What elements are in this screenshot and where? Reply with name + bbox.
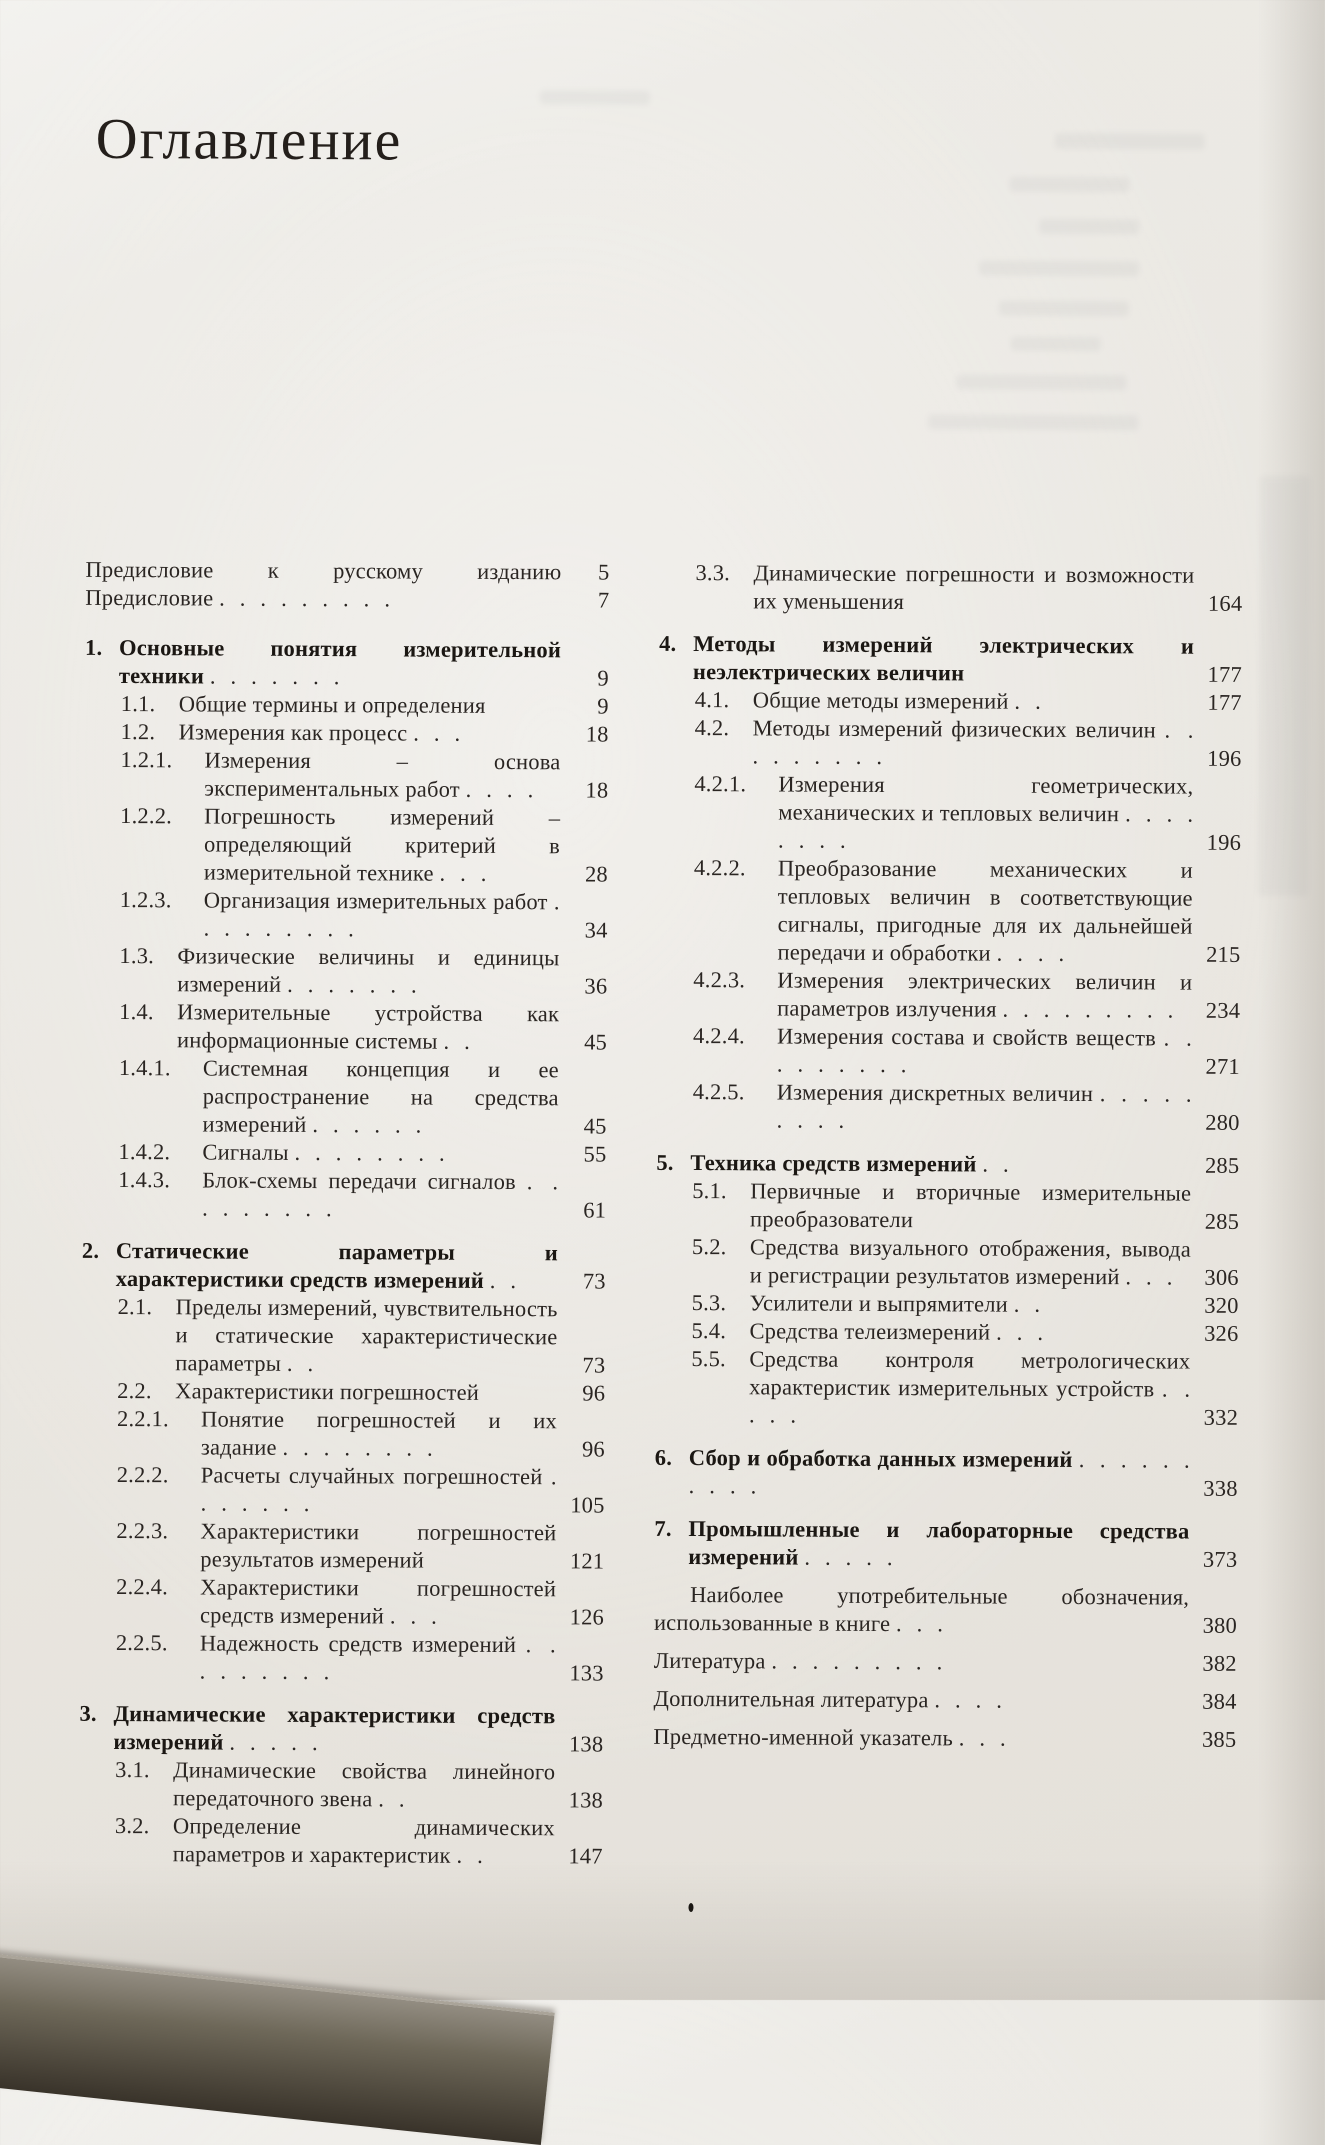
entry-title bbox=[201, 1461, 557, 1519]
dot-leader: . . . bbox=[958, 1725, 1006, 1751]
entry-title bbox=[204, 886, 560, 944]
dot-leader: . . . . . . . bbox=[200, 1464, 557, 1517]
entry-title bbox=[201, 1405, 557, 1463]
entry-title bbox=[653, 1723, 1188, 1754]
entry-number: 1.2. bbox=[120, 719, 156, 745]
entry-number: 3. bbox=[79, 1700, 97, 1726]
entry-title-text: Расчеты случайных погрешностей bbox=[200, 1462, 543, 1490]
entry-title-text: Системная концепция и ее распространение на средства измерений bbox=[202, 1055, 559, 1137]
toc-entry bbox=[691, 1317, 1238, 1348]
dot-leader: . . bbox=[1014, 688, 1042, 714]
entry-title bbox=[204, 802, 560, 888]
toc-entry bbox=[691, 1345, 1238, 1432]
entry-title-text: Предметно-именной указатель bbox=[653, 1723, 954, 1751]
entry-page-number: 96 bbox=[581, 1436, 605, 1462]
entry-title-text: Средства визуального отображения, вывода и регистрации результатов измерений bbox=[749, 1234, 1192, 1290]
dot-leader: . . . . . bbox=[229, 1729, 318, 1756]
bleed-through-line bbox=[1009, 177, 1129, 193]
entry-title-text: Измерительные устройства как информационные системы bbox=[176, 999, 560, 1054]
toc-column-left bbox=[79, 556, 610, 1871]
entry-title bbox=[777, 854, 1193, 968]
entry-title bbox=[173, 1812, 555, 1870]
entry-title-text: Средства контроля метрологических характеристик измерительных устройств bbox=[749, 1346, 1191, 1402]
entry-page-number: 133 bbox=[569, 1660, 604, 1686]
entry-number: 5. bbox=[656, 1149, 674, 1175]
entry-number: 1.4.3. bbox=[118, 1167, 171, 1193]
entry-page-number: 326 bbox=[1204, 1320, 1239, 1346]
toc-chapter-entry bbox=[654, 1515, 1237, 1574]
bleed-through-line bbox=[1039, 219, 1139, 235]
entry-number: 5.1. bbox=[692, 1178, 727, 1204]
entry-title-text: Техника средств измерений bbox=[690, 1150, 977, 1177]
entry-number: 4. bbox=[659, 630, 677, 656]
bleed-through-column bbox=[1258, 476, 1310, 896]
bleed-through-line bbox=[1011, 337, 1101, 351]
entry-title-text: Измерения дискретных величин bbox=[776, 1079, 1094, 1107]
entry-page-number: 138 bbox=[568, 1731, 604, 1757]
entry-title-text: Преобразование механических и тепловых величин в соответствующие сигналы, пригодные для их дальнейшей передачи и обработки bbox=[777, 855, 1193, 966]
entry-title bbox=[654, 1685, 1189, 1716]
toc-entry bbox=[695, 559, 1242, 618]
dot-leader: . . . . bbox=[996, 940, 1065, 966]
entry-title bbox=[749, 1345, 1190, 1431]
toc-column-right bbox=[653, 559, 1242, 1754]
entry-page-number: 196 bbox=[1207, 745, 1242, 771]
entry-page-number: 164 bbox=[1207, 590, 1243, 616]
dot-leader: . . . . . . bbox=[312, 1112, 422, 1138]
dot-leader: . . . . . bbox=[749, 1376, 1191, 1428]
entry-title-text: Статические параметры и характеристики средств измерений bbox=[115, 1237, 558, 1293]
entry-title bbox=[85, 584, 561, 614]
toc-entry bbox=[694, 714, 1241, 773]
toc-entry bbox=[116, 1573, 604, 1632]
entry-number: 4.2.1. bbox=[694, 771, 747, 797]
dot-leader: . . bbox=[286, 1350, 314, 1377]
dot-leader: . . . . . . . . . bbox=[771, 1648, 943, 1675]
entry-page-number: 9 bbox=[597, 693, 609, 719]
entry-page-number: 384 bbox=[1202, 1688, 1237, 1714]
toc-entry bbox=[115, 1756, 603, 1815]
entry-number: 1.2.2. bbox=[120, 803, 173, 829]
entry-page-number: 280 bbox=[1205, 1109, 1240, 1135]
toc-entry bbox=[695, 686, 1242, 717]
entry-title-text: Блок-схемы передачи сигналов bbox=[202, 1167, 516, 1195]
toc-entry bbox=[693, 1078, 1240, 1137]
entry-page-number: 147 bbox=[568, 1843, 603, 1869]
entry-number: 3.3. bbox=[695, 560, 731, 586]
entry-title bbox=[202, 1166, 558, 1224]
entry-title bbox=[778, 770, 1193, 856]
entry-number: 1. bbox=[85, 634, 103, 660]
entry-title-text: Методы измерений физических величин bbox=[752, 715, 1157, 743]
entry-title-text: Динамические погрешности и возможности их уменьшения bbox=[753, 560, 1195, 615]
entry-title bbox=[749, 1317, 1190, 1347]
dot-leader: . . . . bbox=[934, 1687, 1003, 1713]
entry-title bbox=[202, 1138, 558, 1168]
bleed-through-line bbox=[540, 90, 650, 105]
entry-title-text: Характеристики погрешностей результатов измерений bbox=[200, 1518, 557, 1573]
entry-page-number: 177 bbox=[1207, 661, 1243, 687]
dot-leader: . . . . . . . bbox=[209, 663, 340, 690]
entry-title bbox=[179, 690, 561, 720]
entry-title-text: Динамические характеристики средств измерений bbox=[113, 1700, 556, 1755]
toc-entry bbox=[693, 854, 1241, 969]
entry-title bbox=[750, 1289, 1191, 1319]
toc-entry bbox=[121, 718, 609, 749]
toc-entry bbox=[654, 1685, 1237, 1716]
entry-page-number: 73 bbox=[582, 1268, 606, 1294]
entry-page-number: 215 bbox=[1206, 941, 1241, 967]
entry-title bbox=[690, 1149, 1191, 1180]
entry-title-text: Дополнительная литература bbox=[653, 1685, 929, 1713]
entry-page-number: 126 bbox=[569, 1604, 605, 1630]
entry-number: 5.2. bbox=[691, 1234, 727, 1260]
toc-entry bbox=[117, 1405, 605, 1464]
entry-title bbox=[173, 1756, 555, 1814]
entry-title-text: Наиболее употребительные обозначения, использованные в книге bbox=[653, 1582, 1190, 1637]
dot-leader: . . . . . . . . . bbox=[202, 1169, 559, 1222]
dot-leader: . . . . . . . . . . bbox=[688, 1447, 1190, 1499]
entry-title-text: Промышленные и лабораторные средства измерений bbox=[688, 1515, 1190, 1570]
dot-leader: . . . . . bbox=[804, 1544, 893, 1571]
entry-title-text: Динамические свойства линейного передаточного звена bbox=[172, 1757, 556, 1812]
entry-number: 1.4. bbox=[119, 999, 154, 1025]
entry-title bbox=[688, 1515, 1189, 1574]
entry-page-number: 285 bbox=[1204, 1208, 1240, 1234]
footer-dot-mark bbox=[688, 1903, 693, 1912]
toc-entry bbox=[692, 1289, 1239, 1320]
entry-title-text: Измерения – основа экспериментальных работ bbox=[204, 747, 561, 802]
entry-title bbox=[175, 1293, 557, 1379]
entry-number: 4.2.5. bbox=[692, 1079, 745, 1105]
entry-title bbox=[753, 686, 1194, 716]
toc-entry bbox=[120, 746, 608, 805]
toc-entry bbox=[85, 556, 609, 587]
dot-leader: . . . . . . . . bbox=[778, 801, 1194, 853]
entry-page-number: 9 bbox=[597, 665, 609, 691]
entry-title bbox=[200, 1629, 556, 1687]
bleed-through-line bbox=[1055, 133, 1205, 150]
entry-number: 2.2.5. bbox=[115, 1629, 168, 1656]
entry-page-number: 105 bbox=[570, 1492, 605, 1518]
dot-leader: . . . . . . . . bbox=[294, 1139, 445, 1166]
entry-page-number: 285 bbox=[1204, 1152, 1240, 1178]
entry-title-text: Предисловие bbox=[85, 584, 214, 611]
entry-number: 4.2.3. bbox=[693, 967, 746, 993]
entry-title bbox=[204, 746, 560, 804]
entry-number: 3.1. bbox=[115, 1756, 150, 1783]
entry-title bbox=[777, 966, 1192, 1024]
entry-page-number: 96 bbox=[582, 1380, 606, 1406]
toc-entry bbox=[120, 802, 608, 889]
toc-entry bbox=[653, 1723, 1236, 1754]
toc-entry bbox=[693, 966, 1240, 1025]
entry-number: 2.2.1. bbox=[116, 1406, 169, 1432]
entry-page-number: 5 bbox=[597, 559, 610, 585]
dot-leader: . . . bbox=[1125, 1264, 1173, 1290]
toc-entry bbox=[117, 1293, 605, 1380]
entry-number: 4.2.4. bbox=[692, 1023, 745, 1049]
entry-title-text: Измерения электрических величин и параметров излучения bbox=[777, 967, 1193, 1022]
entry-title bbox=[777, 1022, 1192, 1080]
entry-number: 2.1. bbox=[117, 1294, 153, 1320]
entry-title-text: Характеристики погрешностей средств измерений bbox=[199, 1574, 557, 1629]
toc-chapter-entry bbox=[659, 630, 1242, 689]
entry-page-number: 73 bbox=[582, 1352, 606, 1378]
entry-title-text: Надежность средств измерений bbox=[199, 1630, 517, 1658]
entry-title bbox=[689, 1444, 1190, 1503]
dot-leader: . . bbox=[1013, 1291, 1041, 1317]
entry-page-number: 332 bbox=[1203, 1404, 1239, 1430]
entry-number: 4.1. bbox=[694, 687, 730, 713]
dot-leader: . . bbox=[982, 1151, 1009, 1177]
entry-title bbox=[113, 1700, 555, 1758]
toc-entry bbox=[692, 1177, 1239, 1236]
entry-title-text: Средства телеизмерений bbox=[749, 1318, 991, 1345]
entry-page-number: 45 bbox=[583, 1113, 607, 1139]
entry-page-number: 271 bbox=[1205, 1053, 1240, 1079]
dot-leader: . . . bbox=[895, 1611, 944, 1637]
entry-title bbox=[203, 1054, 559, 1140]
entry-title-text: Понятие погрешностей и их задание bbox=[200, 1406, 558, 1460]
toc-entry bbox=[117, 1377, 605, 1408]
entry-title bbox=[179, 718, 561, 748]
entry-title bbox=[693, 630, 1194, 689]
entry-number: 7. bbox=[654, 1515, 672, 1541]
entry-title-text: Определение динамических параметров и характеристик bbox=[172, 1813, 555, 1868]
entry-page-number: 196 bbox=[1206, 829, 1242, 855]
entry-page-number: 138 bbox=[568, 1787, 604, 1813]
entry-number: 2.2. bbox=[117, 1378, 152, 1404]
entry-number: 2.2.2. bbox=[116, 1462, 169, 1488]
dot-leader: . . . . . . . . . bbox=[776, 1081, 1192, 1133]
entry-title bbox=[200, 1573, 556, 1631]
toc-chapter-entry bbox=[79, 1700, 603, 1759]
toc-chapter-entry bbox=[656, 1149, 1239, 1180]
toc-entry bbox=[121, 690, 609, 721]
entry-number: 1.2.1. bbox=[120, 747, 173, 773]
entry-title-text: Погрешность измерений – определяющий критерий в измерительной технике bbox=[203, 803, 561, 886]
dot-leader: . . . bbox=[439, 860, 487, 886]
entry-title-text: Первичные и вторичные измерительные преобразователи bbox=[750, 1178, 1192, 1233]
dot-leader: . . . . . . . . . bbox=[752, 717, 1194, 770]
entry-number: 3.2. bbox=[114, 1812, 150, 1839]
entry-title-text: Литература bbox=[653, 1647, 766, 1674]
entry-title-text: Предисловие к русскому изданию bbox=[85, 556, 562, 585]
entry-number: 6. bbox=[654, 1444, 673, 1470]
bleed-through-line bbox=[979, 261, 1139, 277]
bleed-through-line bbox=[956, 374, 1126, 390]
toc-entry bbox=[119, 998, 607, 1057]
entry-page-number: 45 bbox=[584, 1029, 608, 1055]
entry-title bbox=[119, 634, 561, 692]
entry-page-number: 121 bbox=[569, 1548, 605, 1574]
entry-page-number: 320 bbox=[1204, 1292, 1239, 1318]
entry-title bbox=[200, 1517, 556, 1575]
entry-number: 1.4.1. bbox=[118, 1055, 171, 1081]
entry-number: 5.4. bbox=[691, 1318, 727, 1344]
entry-page-number: 7 bbox=[597, 587, 610, 613]
entry-page-number: 338 bbox=[1203, 1475, 1238, 1501]
entry-title bbox=[654, 1647, 1189, 1678]
entry-page-number: 34 bbox=[584, 917, 608, 943]
entry-title-text: Измерения геометрических, механических и тепловых величин bbox=[778, 771, 1194, 827]
bleed-through-line bbox=[928, 414, 1138, 430]
dot-leader: . . bbox=[378, 1786, 405, 1812]
page-title: Оглавление bbox=[95, 105, 403, 173]
entry-page-number: 373 bbox=[1202, 1546, 1238, 1572]
entry-number: 2.2.3. bbox=[116, 1518, 169, 1544]
toc-entry bbox=[118, 1138, 606, 1169]
entry-title bbox=[654, 1581, 1189, 1640]
dot-leader: . . . . bbox=[465, 776, 534, 803]
entry-title bbox=[177, 942, 559, 1000]
entry-number: 1.4.2. bbox=[118, 1139, 171, 1165]
entry-title bbox=[177, 998, 559, 1056]
toc-entry bbox=[118, 1166, 606, 1225]
dot-leader: . . . . . . . . . bbox=[203, 889, 560, 942]
entry-title-text: Сбор и обработка данных измерений bbox=[688, 1444, 1073, 1473]
entry-number: 1.2.3. bbox=[119, 887, 172, 913]
entry-page-number: 18 bbox=[585, 721, 609, 747]
dot-leader: . . bbox=[443, 1028, 471, 1054]
entry-title bbox=[753, 559, 1194, 617]
toc-chapter-entry bbox=[82, 1237, 606, 1296]
entry-title bbox=[175, 1377, 557, 1407]
toc-entry bbox=[694, 770, 1241, 857]
bleed-through-area bbox=[0, 0, 1325, 6]
dot-leader: . . . . . . . . . bbox=[776, 1025, 1193, 1078]
entry-number: 1.3. bbox=[119, 943, 155, 969]
entry-number: 2.2.4. bbox=[116, 1574, 169, 1600]
toc-entry bbox=[85, 584, 609, 615]
entry-title-text: Характеристики погрешностей bbox=[175, 1378, 480, 1405]
entry-title-text: Измерения как процесс bbox=[178, 719, 408, 746]
dot-leader: . . bbox=[456, 1842, 484, 1868]
entry-title-text: Общие методы измерений bbox=[752, 687, 1009, 714]
entry-page-number: 55 bbox=[583, 1141, 607, 1167]
entry-page-number: 28 bbox=[584, 861, 608, 887]
dot-leader: . . . . . . . . . bbox=[219, 585, 391, 612]
toc-entry bbox=[692, 1233, 1239, 1292]
bleed-through-line bbox=[999, 301, 1129, 317]
entry-title bbox=[85, 556, 561, 586]
dot-leader: . . . . . . . bbox=[287, 971, 417, 998]
toc-entry bbox=[654, 1581, 1237, 1640]
entry-title-text: Основные понятия измерительной техники bbox=[118, 635, 562, 689]
entry-page-number: 177 bbox=[1207, 689, 1242, 715]
dot-leader: . . . . . . . . . bbox=[199, 1632, 556, 1685]
entry-number: 5.5. bbox=[691, 1346, 726, 1372]
entry-number: 4.2. bbox=[694, 715, 730, 741]
entry-title-text: Физические величины и единицы измерений bbox=[177, 943, 560, 997]
entry-page-number: 380 bbox=[1202, 1612, 1238, 1638]
entry-title bbox=[752, 714, 1193, 772]
entry-page-number: 306 bbox=[1204, 1264, 1239, 1290]
toc-entry bbox=[120, 886, 608, 945]
entry-title-text: Методы измерений электрических и неэлектрических величин bbox=[692, 631, 1195, 686]
toc-entry bbox=[693, 1022, 1240, 1081]
entry-number: 1.1. bbox=[120, 691, 156, 717]
dot-leader: . . . . . . . . . bbox=[1002, 996, 1174, 1023]
dot-leader: . . . . . . . . bbox=[282, 1434, 433, 1461]
toc-entry bbox=[119, 942, 607, 1001]
entry-number: 4.2.2. bbox=[693, 855, 746, 881]
entry-number: 2. bbox=[81, 1237, 100, 1263]
toc-entry bbox=[117, 1461, 605, 1520]
entry-page-number: 36 bbox=[584, 973, 608, 999]
entry-title-text: Общие термины и определения bbox=[178, 691, 486, 718]
toc-chapter-entry bbox=[655, 1444, 1238, 1503]
entry-page-number: 385 bbox=[1201, 1726, 1237, 1752]
dot-leader: . . . bbox=[389, 1603, 438, 1629]
entry-title bbox=[777, 1078, 1192, 1136]
entry-title-text: Сигналы bbox=[202, 1139, 289, 1165]
toc-entry bbox=[116, 1517, 604, 1576]
entry-page-number: 61 bbox=[583, 1197, 607, 1223]
entry-page-number: 18 bbox=[585, 777, 609, 803]
toc-entry bbox=[119, 1054, 607, 1141]
dot-leader: . . bbox=[489, 1267, 517, 1294]
toc-entry bbox=[654, 1647, 1237, 1678]
toc-entry bbox=[115, 1812, 603, 1871]
dot-leader: . . . bbox=[413, 720, 461, 746]
entry-title bbox=[750, 1177, 1191, 1235]
toc-entry bbox=[116, 1629, 604, 1688]
entry-page-number: 382 bbox=[1202, 1650, 1237, 1676]
dot-leader: . . . bbox=[996, 1319, 1044, 1345]
entry-title-text: Пределы измерений, чувствительность и статические характеристические параметры bbox=[175, 1294, 558, 1376]
entry-title bbox=[116, 1237, 558, 1295]
toc-chapter-entry bbox=[85, 634, 609, 693]
entry-page-number: 234 bbox=[1205, 997, 1241, 1023]
entry-title-text: Организация измерительных работ bbox=[203, 887, 548, 915]
entry-title bbox=[750, 1233, 1191, 1291]
entry-number: 5.3. bbox=[691, 1290, 727, 1316]
entry-title-text: Измерения состава и свойств веществ bbox=[776, 1023, 1157, 1051]
entry-title-text: Усилители и выпрямители bbox=[749, 1290, 1008, 1317]
